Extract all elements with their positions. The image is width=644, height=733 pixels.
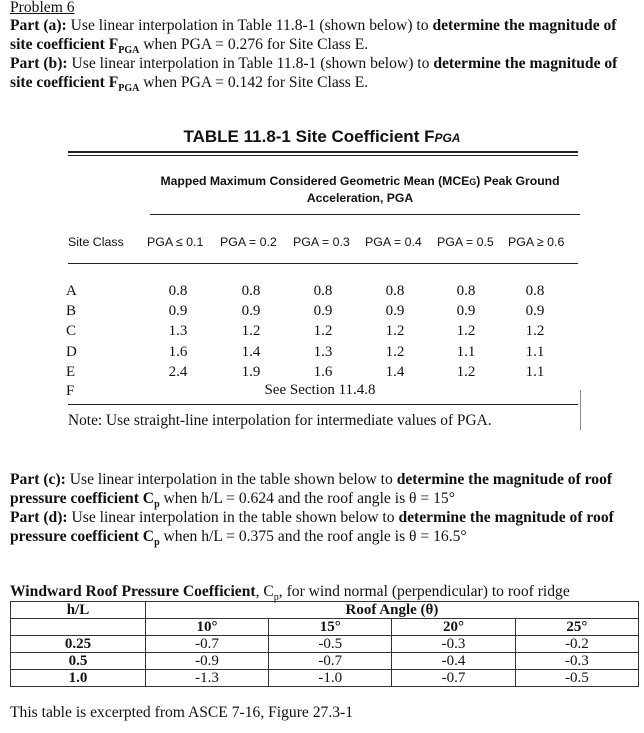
wind-cell: -0.9: [145, 653, 268, 670]
col-header-2: PGA = 0.2: [220, 235, 277, 249]
cell-c-4: 1.2: [385, 323, 405, 339]
cell-a-4: 0.8: [385, 283, 405, 299]
part-a-text-2: when PGA = 0.276 for Site Class E.: [139, 36, 369, 53]
cell-d-6: 1.1: [525, 344, 545, 360]
wind-cell: -0.4: [392, 653, 515, 670]
part-c-label: Part (c):: [10, 471, 66, 488]
table-pga-bottom-rule: [68, 404, 578, 405]
part-d-label: Part (d):: [10, 509, 68, 526]
part-c-text-1: Use linear interpolation in the table shown below to: [65, 471, 397, 488]
table-pga-title: [0, 127, 644, 147]
col-header-3: PGA = 0.3: [293, 235, 350, 249]
cell-b-1: 0.9: [168, 303, 188, 319]
wind-cell: -0.3: [515, 653, 638, 670]
part-c-text-2: when h/L = 0.624 and the roof angle is θ = 15°: [159, 490, 455, 507]
caption-bold: Windward Roof Pressure Coefficient: [10, 583, 256, 600]
part-a-sub: PGA: [118, 45, 140, 57]
part-b-text: [10, 54, 640, 98]
part-b-bold-2: site coefficient F: [10, 74, 119, 91]
wind-header-row: [11, 602, 639, 619]
hl-value: 1.0: [11, 670, 146, 687]
table-pga-title-text: TABLE 11.8-1 Site Coefficient F: [183, 127, 435, 146]
cell-d-3: 1.3: [313, 344, 333, 360]
table-row: [11, 636, 639, 653]
problem-title: Problem 6: [10, 0, 75, 16]
site-label-f: F: [66, 383, 75, 399]
hl-header: h/L: [11, 602, 146, 619]
cell-c-2: 1.2: [241, 323, 261, 339]
table-pga-title-sub: PGA: [434, 131, 461, 145]
cell-b-5: 0.9: [456, 303, 476, 319]
cell-c-6: 1.2: [525, 323, 545, 339]
caption-sub: p: [273, 592, 279, 604]
part-c-bold-2: pressure coefficient C: [10, 490, 155, 507]
cell-a-5: 0.8: [456, 283, 476, 299]
roof-angle-header: Roof Angle (θ): [145, 602, 638, 619]
cell-d-4: 1.2: [385, 344, 405, 360]
cell-e-3: 1.6: [313, 364, 333, 380]
cell-d-1: 1.6: [168, 344, 188, 360]
part-d-bold-1: determine the magnitude of roof: [398, 509, 614, 526]
hl-value: 0.25: [11, 636, 146, 653]
cell-e-6: 1.1: [525, 364, 545, 380]
cell-e-5: 1.2: [456, 364, 476, 380]
table-pga-top-rule-2: [68, 155, 578, 156]
angle-25: 25°: [515, 619, 638, 636]
cell-e-1: 2.4: [168, 364, 188, 380]
cell-a-2: 0.8: [241, 283, 261, 299]
col-header-6: PGA ≥ 0.6: [508, 235, 565, 249]
site-label-d: D: [66, 344, 77, 360]
angle-10: 10°: [145, 619, 268, 636]
part-d-sub: p: [154, 537, 160, 549]
part-b-sub: PGA: [118, 83, 140, 95]
wind-cell: -0.2: [515, 636, 638, 653]
wind-cell: -0.7: [145, 636, 268, 653]
site-label-b: B: [66, 303, 77, 319]
blank-cell: [11, 619, 146, 636]
part-d-text-1: Use linear interpolation in the table shown below to: [67, 509, 399, 526]
wind-cell: -1.3: [145, 670, 268, 687]
site-label-a: A: [66, 283, 77, 299]
wind-cell: -0.7: [269, 653, 392, 670]
part-b-label: Part (b):: [10, 55, 68, 72]
part-d-text-2: when h/L = 0.375 and the roof angle is θ = 16.5°: [159, 528, 467, 545]
part-d-bold-2: pressure coefficient C: [10, 528, 155, 545]
cell-b-2: 0.9: [241, 303, 261, 319]
site-label-e: E: [66, 364, 76, 380]
wind-cell: -0.3: [392, 636, 515, 653]
wind-cell: -1.0: [269, 670, 392, 687]
cell-f-span: See Section 11.4.8: [264, 382, 376, 398]
part-b-text-2: when PGA = 0.142 for Site Class E.: [139, 74, 369, 91]
table-pga-header-rule: [68, 263, 578, 264]
site-class-header: Site Class: [68, 235, 124, 249]
cell-d-5: 1.1: [456, 344, 476, 360]
table-row: [11, 670, 639, 687]
col-header-5: PGA = 0.5: [437, 235, 494, 249]
cell-b-3: 0.9: [313, 303, 333, 319]
hl-value: 0.5: [11, 653, 146, 670]
table-pga-top-rule-1: [68, 151, 578, 153]
group-header-line1-end: ) Peak Ground: [476, 174, 560, 188]
part-b-text-1: Use linear interpolation in Table 11.8-1 (shown below) to: [67, 55, 434, 72]
cell-a-6: 0.8: [525, 283, 545, 299]
group-header-line2: Acceleration, PGA: [306, 191, 414, 205]
table-row: [11, 653, 639, 670]
wind-cell: -0.5: [515, 670, 638, 687]
table-pga-group-header: [140, 173, 580, 206]
cell-c-1: 1.3: [168, 323, 188, 339]
cell-b-6: 0.9: [525, 303, 545, 319]
table-pga-group-rule: [150, 214, 580, 215]
group-header-sub: G: [469, 177, 477, 187]
col-header-4: PGA = 0.4: [365, 235, 422, 249]
cell-b-4: 0.9: [385, 303, 405, 319]
wind-cell: -0.5: [269, 636, 392, 653]
part-c-sub: p: [154, 499, 160, 511]
caption-text-1: , C: [255, 583, 274, 600]
wind-cell: -0.7: [392, 670, 515, 687]
part-c-bold-1: determine the magnitude of roof: [396, 471, 613, 488]
caption-text-2: , for wind normal (perpendicular) to roof ridge: [278, 583, 570, 600]
wind-angle-row: [11, 619, 639, 636]
page-edge-mark: [580, 390, 581, 430]
table-wind-footnote: This table is excerpted from ASCE 7-16, Figure 27.3-1: [10, 704, 354, 721]
site-label-c: C: [66, 323, 77, 339]
cell-c-3: 1.2: [313, 323, 333, 339]
group-header-line1: Mapped Maximum Considered Geometric Mean (MCE: [160, 174, 470, 188]
part-b-bold-1: determine the magnitude of: [433, 55, 618, 72]
cell-a-3: 0.8: [313, 283, 333, 299]
table-pga-note: Note: Use straight-line interpolation for intermediate values of PGA.: [68, 412, 492, 429]
angle-15: 15°: [269, 619, 392, 636]
cell-c-5: 1.2: [456, 323, 476, 339]
cell-e-4: 1.4: [385, 364, 405, 380]
wind-table: [10, 601, 639, 687]
angle-20: 20°: [392, 619, 515, 636]
part-d-text: [10, 508, 640, 552]
part-a-bold-2: site coefficient F: [10, 36, 119, 53]
part-a-text-1: Use linear interpolation in Table 11.8-1 (shown below) to: [66, 17, 433, 34]
part-a-label: Part (a):: [10, 17, 67, 34]
cell-a-1: 0.8: [168, 283, 188, 299]
part-a-bold-1: determine the magnitude of: [432, 17, 617, 34]
cell-d-2: 1.4: [241, 344, 261, 360]
cell-e-2: 1.9: [241, 364, 261, 380]
col-header-1: PGA ≤ 0.1: [147, 235, 204, 249]
